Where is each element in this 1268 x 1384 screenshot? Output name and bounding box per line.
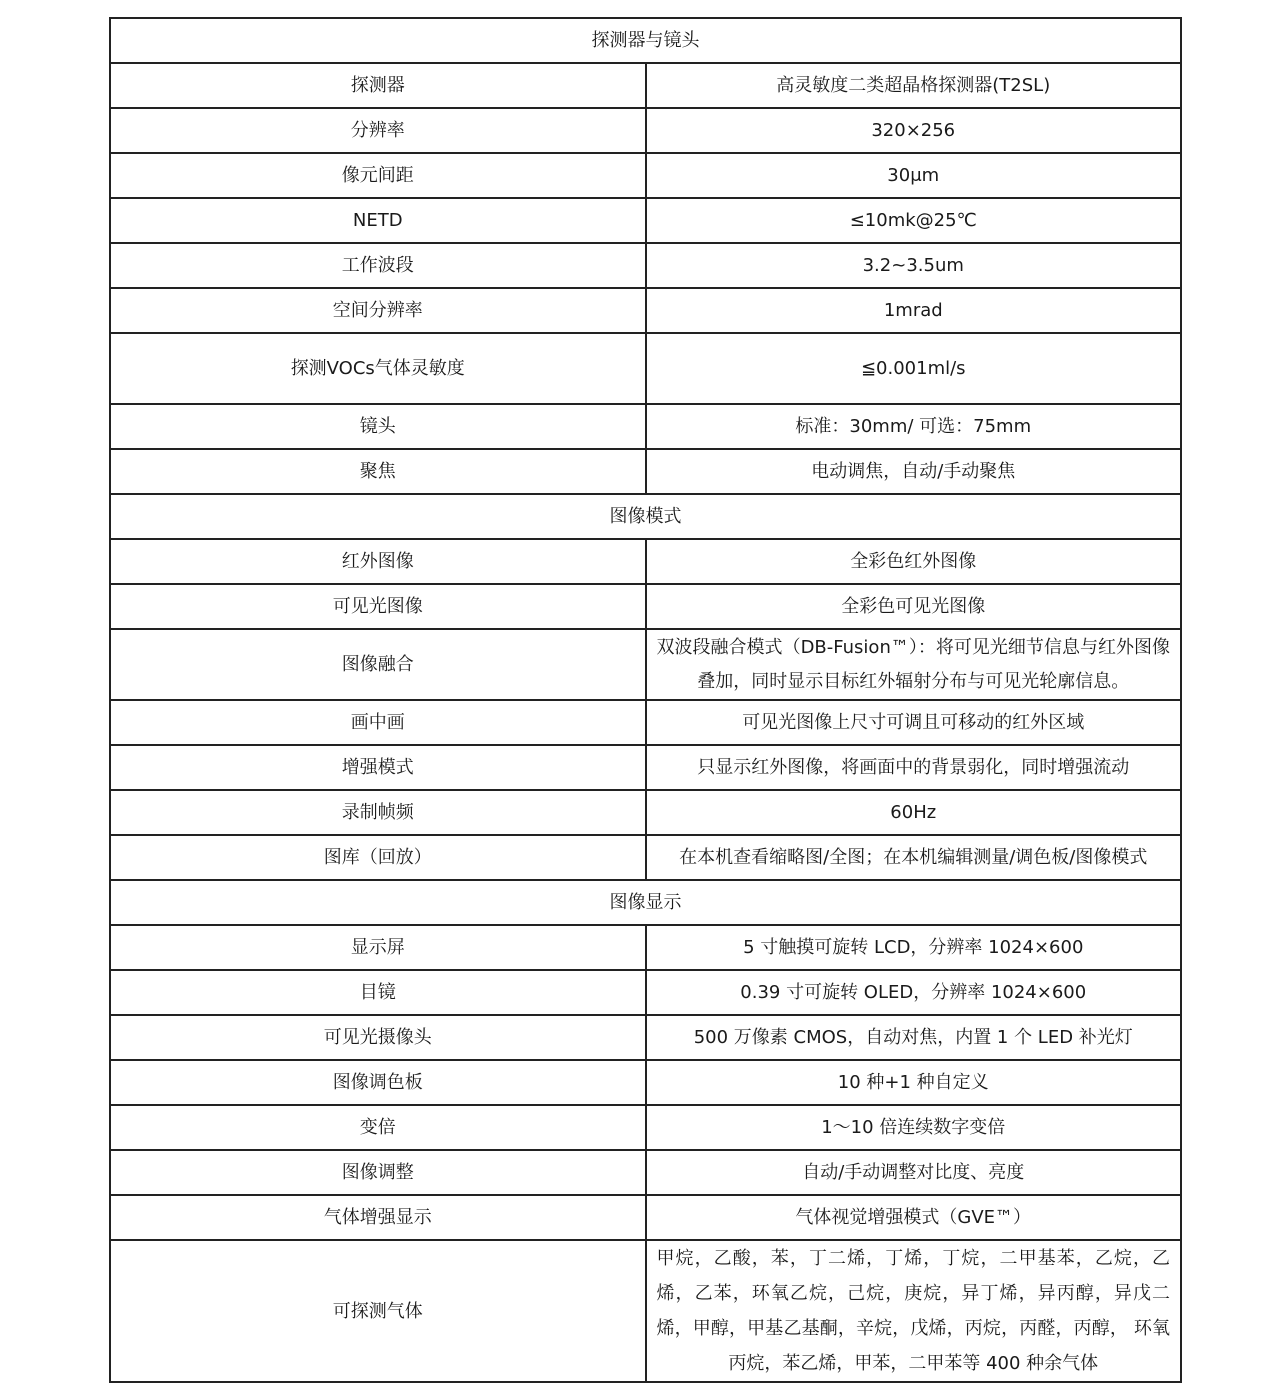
- row-label: 像元间距: [110, 153, 646, 198]
- table-row: [110, 1195, 1181, 1240]
- row-value: ≦0.001ml/s: [646, 333, 1182, 404]
- row-label: 图像调整: [110, 1150, 646, 1195]
- table-row: [110, 449, 1181, 494]
- table-row: [110, 1060, 1181, 1105]
- table-row: [110, 970, 1181, 1015]
- row-label: 可见光图像: [110, 584, 646, 629]
- row-value: 0.39 寸可旋转 OLED，分辨率 1024×600: [646, 970, 1182, 1015]
- row-label: 画中画: [110, 700, 646, 745]
- table-row: [110, 1015, 1181, 1060]
- row-label: 目镜: [110, 970, 646, 1015]
- row-value: 60Hz: [646, 790, 1182, 835]
- row-label: 图像融合: [110, 629, 646, 700]
- table-row: [110, 63, 1181, 108]
- table-row: [110, 745, 1181, 790]
- row-label: 空间分辨率: [110, 288, 646, 333]
- table-row: [110, 539, 1181, 584]
- row-value: 在本机查看缩略图/全图；在本机编辑测量/调色板/图像模式: [646, 835, 1182, 880]
- row-value: 气体视觉增强模式（GVE™）: [646, 1195, 1182, 1240]
- section-title: 探测器与镜头: [110, 18, 1181, 63]
- row-value: 500 万像素 CMOS，自动对焦，内置 1 个 LED 补光灯: [646, 1015, 1182, 1060]
- row-value: 电动调焦，自动/手动聚焦: [646, 449, 1182, 494]
- row-label: 变倍: [110, 1105, 646, 1150]
- row-label: 红外图像: [110, 539, 646, 584]
- row-value: 1mrad: [646, 288, 1182, 333]
- section-header: [110, 18, 1181, 63]
- section-header: [110, 494, 1181, 539]
- table-row: [110, 629, 1181, 700]
- table-row: [110, 243, 1181, 288]
- row-label: 可见光摄像头: [110, 1015, 646, 1060]
- row-value: 标准：30mm/ 可选：75mm: [646, 404, 1182, 449]
- table-row: [110, 288, 1181, 333]
- table-row: [110, 700, 1181, 745]
- section-title: 图像模式: [110, 494, 1181, 539]
- row-value: ≤10mk@25℃: [646, 198, 1182, 243]
- row-value: 自动/手动调整对比度、亮度: [646, 1150, 1182, 1195]
- row-value: 只显示红外图像，将画面中的背景弱化，同时增强流动: [646, 745, 1182, 790]
- row-label: 增强模式: [110, 745, 646, 790]
- table-row: [110, 1240, 1181, 1382]
- table-row: [110, 584, 1181, 629]
- row-value: 双波段融合模式（DB-Fusion™）：将可见光细节信息与红外图像叠加，同时显示目标红外辐射分布与可见光轮廓信息。: [646, 629, 1182, 700]
- row-label: NETD: [110, 198, 646, 243]
- row-value: 全彩色可见光图像: [646, 584, 1182, 629]
- table-row: [110, 404, 1181, 449]
- row-value: 3.2~3.5um: [646, 243, 1182, 288]
- row-label: 探测器: [110, 63, 646, 108]
- section-header: [110, 880, 1181, 925]
- spec-table: [109, 17, 1182, 1383]
- row-label: 探测VOCs气体灵敏度: [110, 333, 646, 404]
- row-value: 5 寸触摸可旋转 LCD，分辨率 1024×600: [646, 925, 1182, 970]
- row-label: 分辨率: [110, 108, 646, 153]
- table-row: [110, 333, 1181, 404]
- row-value: 可见光图像上尺寸可调且可移动的红外区域: [646, 700, 1182, 745]
- row-label: 可探测气体: [110, 1240, 646, 1382]
- row-value: 10 种+1 种自定义: [646, 1060, 1182, 1105]
- row-label: 录制帧频: [110, 790, 646, 835]
- table-row: [110, 925, 1181, 970]
- table-row: [110, 1150, 1181, 1195]
- table-row: [110, 835, 1181, 880]
- row-value: 320×256: [646, 108, 1182, 153]
- row-label: 工作波段: [110, 243, 646, 288]
- table-row: [110, 198, 1181, 243]
- row-value: 30μm: [646, 153, 1182, 198]
- row-label: 图库（回放）: [110, 835, 646, 880]
- row-label: 图像调色板: [110, 1060, 646, 1105]
- table-row: [110, 790, 1181, 835]
- row-label: 气体增强显示: [110, 1195, 646, 1240]
- table-row: [110, 1105, 1181, 1150]
- row-value: 1～10 倍连续数字变倍: [646, 1105, 1182, 1150]
- table-row: [110, 108, 1181, 153]
- table-row: [110, 153, 1181, 198]
- row-label: 显示屏: [110, 925, 646, 970]
- row-value: 全彩色红外图像: [646, 539, 1182, 584]
- section-title: 图像显示: [110, 880, 1181, 925]
- row-value: 高灵敏度二类超晶格探测器(T2SL): [646, 63, 1182, 108]
- row-label: 镜头: [110, 404, 646, 449]
- row-label: 聚焦: [110, 449, 646, 494]
- row-value: 甲烷，乙酸，苯，丁二烯，丁烯，丁烷，二甲基苯，乙烷，乙烯，乙苯，环氧乙烷，己烷，庚烷，异丁烯，异丙醇，异戊二烯，甲醇，甲基乙基酮，辛烷，戊烯，丙烷，丙醛，丙醇， 环氧丙烷，苯乙烯，甲苯，二甲苯等 400 种余气体: [646, 1240, 1182, 1382]
